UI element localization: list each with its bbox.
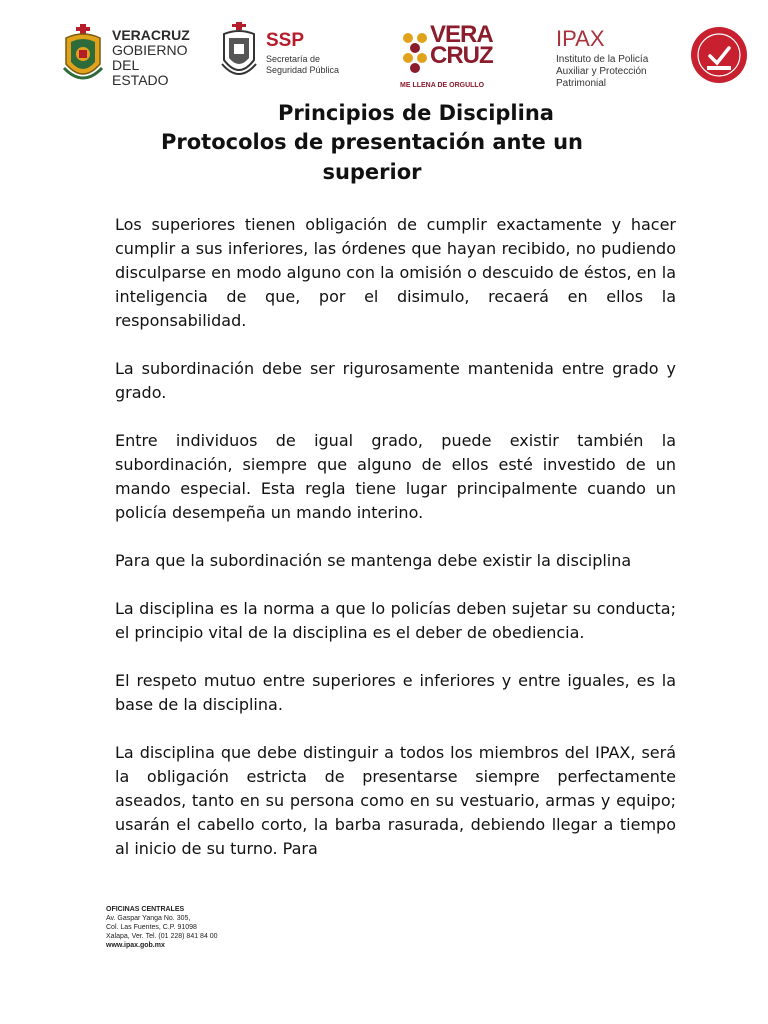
- page-title-line3: superior: [322, 160, 422, 184]
- paragraph: Los superiores tienen obligación de cumplir exactamente y hacer cumplir a sus inferiores, las órdenes que hayan recibido, no pudiendo disculparse en modo alguno con la omisión o descuido de éstos, en la inteligencia de que, por el disimulo, recaerá en ellos la responsabilidad.: [115, 215, 676, 330]
- page-title-line1: Principios de Disciplina: [278, 101, 554, 125]
- certification-seal-icon: [690, 26, 748, 84]
- veracruz-tagline: ME LLENA DE ORGULLO: [400, 82, 485, 89]
- veracruz-orgullo-logo: [400, 21, 493, 96]
- gobierno-line1: VERACRUZ: [112, 27, 190, 43]
- veracruz-brand-line1: VERA: [430, 21, 493, 48]
- footer-address-line2: Col. Las Fuentes, C.P. 91098: [106, 924, 197, 931]
- veracruz-brand-text: [430, 21, 493, 69]
- ssp-shield-icon: [220, 22, 258, 82]
- veracruz-gobierno-text: [112, 28, 190, 88]
- paragraph: Entre individuos de igual grado, puede existir también la subordinación, siempre que alguno de ellos esté investido de un mando especial. Esta regla tiene lugar principalmente cuando un policía desempeña un mando interino.: [115, 431, 676, 522]
- paragraph: La subordinación debe ser rigurosamente mantenida entre grado y grado.: [115, 359, 676, 402]
- ssp-logo: [220, 22, 350, 86]
- ssp-sub-line1: Secretaría de: [266, 54, 321, 64]
- footer-website-link[interactable]: www.ipax.gob.mx: [106, 942, 165, 949]
- gobierno-line3: DEL ESTADO: [112, 57, 169, 88]
- ipax-sub-line2: Auxiliar y Protección: [556, 66, 647, 77]
- veracruz-brand-line2: CRUZ: [430, 42, 493, 69]
- ssp-subtitle: [266, 54, 339, 76]
- footer-heading: OFICINAS CENTRALES: [106, 906, 185, 913]
- ssp-sub-line2: Seguridad Pública: [266, 65, 340, 75]
- footer-address-line3: Xalapa, Ver. Tel. (01 228) 841 84 00: [106, 933, 218, 940]
- ipax-title: IPAX: [556, 26, 605, 51]
- paragraph: La disciplina que debe distinguir a todos los miembros del IPAX, será la obligación estricta de presentarse siempre perfectamente aseados, tanto en su persona como en su vestuario, armas y equipo; usarán el cabello corto, la barba rasurada, debiendo llegar a tiempo al inicio de su turno. Para: [115, 743, 676, 858]
- ipax-logo: [556, 26, 666, 92]
- document-body: [115, 213, 676, 861]
- gobierno-line2: GOBIERNO: [112, 42, 188, 58]
- veracruz-coat-of-arms-icon: [62, 24, 104, 86]
- footer-address-line1: Av. Gaspar Yanga No. 305,: [106, 915, 191, 922]
- ipax-sub-line3: Patrimonial: [556, 78, 607, 89]
- paragraph: El respeto mutuo entre superiores e inferiores y entre iguales, es la base de la disciplina.: [115, 671, 676, 714]
- veracruz-flower-icon: [400, 30, 430, 80]
- header-logos: [0, 0, 768, 100]
- veracruz-gobierno-logo: [62, 24, 190, 88]
- paragraph: Para que la subordinación se mantenga debe existir la disciplina: [115, 551, 632, 570]
- certification-seal: [690, 26, 748, 84]
- ipax-subtitle: [556, 54, 648, 90]
- ipax-sub-line1: Instituto de la Policía: [556, 54, 649, 65]
- footer-address: [106, 905, 218, 950]
- paragraph: La disciplina es la norma a que lo policías deben sujetar su conducta; el principio vital de la disciplina es el deber de obediencia.: [115, 599, 676, 642]
- ssp-title: SSP: [266, 30, 305, 51]
- page-title-line2: Protocolos de presentación ante un: [160, 130, 584, 154]
